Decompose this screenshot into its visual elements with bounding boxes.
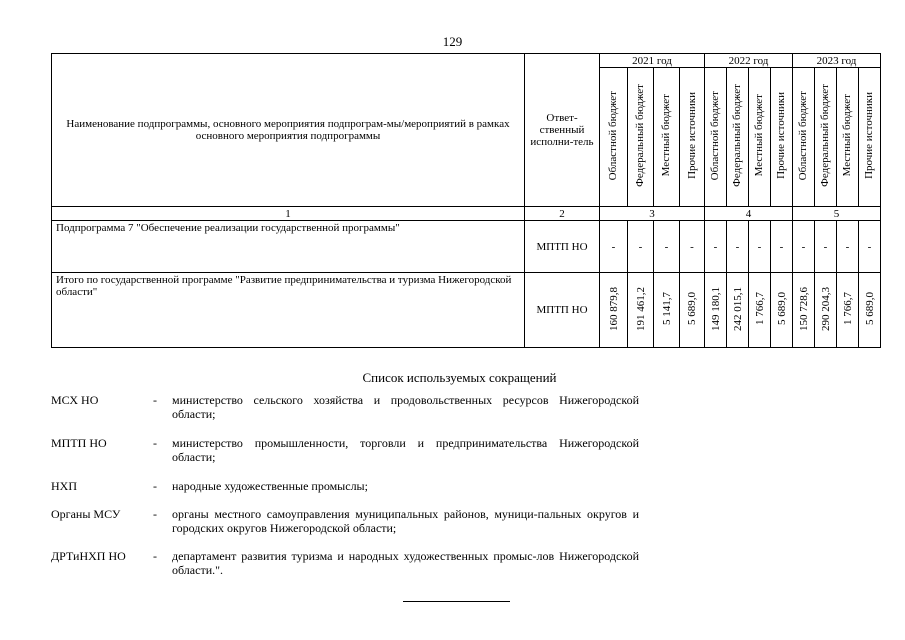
- abbreviation-definition: департамент развития туризма и народных художественных промыс-лов Нижегородской области.".: [172, 549, 639, 577]
- abbreviation-definition: народные художественные промыслы;: [172, 479, 368, 493]
- table-cell: 149 180,1: [705, 273, 727, 348]
- subcolumn-header: Местный бюджет: [749, 68, 771, 207]
- subcolumn-header: Прочие источники: [771, 68, 793, 207]
- abbreviation-term: ДРТиНХП НО: [51, 549, 126, 563]
- table-cell: -: [837, 221, 859, 273]
- table-cell: 5 689,0: [680, 273, 705, 348]
- abbreviation-dash: -: [153, 479, 157, 493]
- row-name: Подпрограмма 7 "Обеспечение реализации государственной программы": [52, 221, 525, 273]
- subcolumn-header: Федеральный бюджет: [628, 68, 654, 207]
- table-cell: 242 015,1: [727, 273, 749, 348]
- table-cell: 5 141,7: [654, 273, 680, 348]
- subcolumn-header: Областной бюджет: [600, 68, 628, 207]
- subcolumn-header: Прочие источники: [680, 68, 705, 207]
- table-cell: -: [793, 221, 815, 273]
- row-name: Итого по государственной программе "Развитие предпринимательства и туризма Нижегородской области": [52, 273, 525, 348]
- abbreviation-definition: министерство промышленности, торговли и предпринимательства Нижегородской области;: [172, 436, 639, 464]
- table-row: [52, 273, 881, 348]
- subcolumn-header: Областной бюджет: [793, 68, 815, 207]
- table-cell: -: [600, 221, 628, 273]
- abbreviation-dash: -: [153, 507, 157, 521]
- year-header-2023: 2023 год: [793, 54, 881, 68]
- table-cell: -: [628, 221, 654, 273]
- column-index: 5: [793, 207, 881, 221]
- subcolumn-header: Федеральный бюджет: [815, 68, 837, 207]
- abbreviation-definition: министерство сельского хозяйства и продовольственных ресурсов Нижегородской области;: [172, 393, 639, 421]
- table-cell: 1 766,7: [749, 273, 771, 348]
- budget-table: [51, 53, 881, 348]
- table-cell: -: [771, 221, 793, 273]
- column-index: 3: [600, 207, 705, 221]
- subcolumn-header: Местный бюджет: [654, 68, 680, 207]
- column-index: 4: [705, 207, 793, 221]
- table-cell: -: [815, 221, 837, 273]
- table-cell: 290 204,3: [815, 273, 837, 348]
- year-header-2022: 2022 год: [705, 54, 793, 68]
- subcolumn-header: Областной бюджет: [705, 68, 727, 207]
- abbreviation-term: МПТП НО: [51, 436, 107, 450]
- abbreviation-dash: -: [153, 549, 157, 563]
- subcolumn-header: Федеральный бюджет: [727, 68, 749, 207]
- abbreviation-dash: -: [153, 393, 157, 407]
- table-cell: -: [705, 221, 727, 273]
- page-number: 129: [442, 34, 463, 49]
- table-cell: 5 689,0: [771, 273, 793, 348]
- subcolumn-header: Местный бюджет: [837, 68, 859, 207]
- table-cell: 160 879,8: [600, 273, 628, 348]
- column-index: 2: [525, 207, 600, 221]
- table-cell: -: [859, 221, 881, 273]
- abbreviation-term: МСХ НО: [51, 393, 99, 407]
- abbreviation-term: НХП: [51, 479, 77, 493]
- table-cell: -: [727, 221, 749, 273]
- table-cell: 1 766,7: [837, 273, 859, 348]
- table-cell: 150 728,6: [793, 273, 815, 348]
- table-cell: -: [654, 221, 680, 273]
- abbreviation-definition: органы местного самоуправления муниципальных районов, муници-пальных округов и городских округов Нижегородской области;: [172, 507, 639, 535]
- row-executor: МПТП НО: [525, 221, 600, 273]
- row-executor: МПТП НО: [525, 273, 600, 348]
- abbreviation-term: Органы МСУ: [51, 507, 121, 521]
- column-index: 1: [52, 207, 525, 221]
- year-header-2021: 2021 год: [600, 54, 705, 68]
- closing-rule: [403, 601, 510, 602]
- table-cell: 191 461,2: [628, 273, 654, 348]
- table-row: [52, 221, 881, 273]
- table-cell: -: [749, 221, 771, 273]
- table-cell: -: [680, 221, 705, 273]
- column-header-executor: Ответ-ственный исполни-тель: [525, 54, 600, 207]
- subcolumn-header: Прочие источники: [859, 68, 881, 207]
- abbreviations-title: Список используемых сокращений: [362, 370, 557, 385]
- column-header-name: Наименование подпрограммы, основного мероприятия подпрограм-мы/мероприятий в рамках основного мероприятия подпрограммы: [52, 54, 525, 207]
- abbreviation-dash: -: [153, 436, 157, 450]
- table-cell: 5 689,0: [859, 273, 881, 348]
